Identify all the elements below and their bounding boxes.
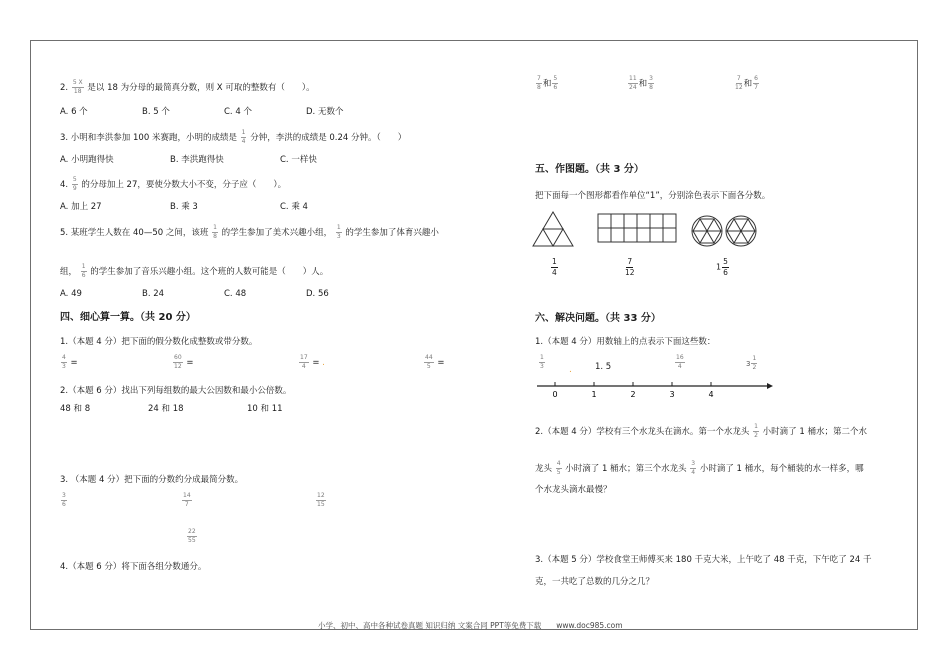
option-c[interactable]: C. 48	[224, 289, 247, 299]
question-text: 是以 18 为分母的最简真分数，则 X 可取的整数有（ ）。	[87, 83, 315, 93]
option-c[interactable]: C. 4 个	[224, 107, 252, 117]
number-to-plot: 1. 5	[595, 362, 612, 372]
option-c[interactable]: C. 一样快	[280, 155, 317, 165]
reduce-fraction-item: $\frac{14}{7}$	[183, 492, 191, 508]
option-b[interactable]: B. 5 个	[142, 107, 170, 117]
tick-label: 1	[591, 390, 597, 399]
option-d[interactable]: D. 56	[306, 289, 329, 299]
improper-fraction-item: $\frac{17}{4}$ = .	[300, 354, 325, 370]
section-5-instruction: 把下面每一个图形都看作单位“1”，分别涂色表示下面各分数。	[535, 191, 771, 201]
fraction-pair: $\frac{7}{8}$ 和 $\frac{5}{6}$	[537, 75, 558, 91]
option-b[interactable]: B. 李洪跑得快	[170, 155, 224, 165]
tick-label: 4	[708, 390, 714, 399]
number-to-plot: $\frac{1}{3}$	[540, 354, 544, 370]
section-5-title: 五、作图题。（共 3 分）	[535, 164, 644, 175]
s4-question-4: 4.（本题 6 分）将下面各组分数通分。	[60, 562, 207, 572]
question-3: 3. 小明和李洪参加 100 米赛跑，小明的成绩是 $\frac{1}{4}$ 分钟，李洪的成绩是 0.24 分钟。（ ）	[60, 129, 407, 145]
number-line[interactable]	[535, 380, 775, 402]
fraction-pair: $\frac{7}{12}$ 和 $\frac{6}{7}$	[735, 75, 758, 91]
improper-fraction-item: $\frac{4}{3}$ =	[62, 354, 78, 370]
fraction-label: $\frac{7}{12}$	[625, 257, 635, 277]
fraction: $\frac{1}{4}$	[241, 129, 246, 145]
question-2	[60, 80, 315, 95]
tick-label: 2	[630, 390, 636, 399]
option-b[interactable]: B. 乘 3	[170, 202, 198, 212]
number-to-plot: 3 $\frac{1}{2}$	[746, 355, 757, 371]
number-pair: 10 和 11	[247, 404, 283, 414]
reduce-fraction-item: $\frac{22}{55}$	[188, 528, 196, 544]
number-pair: 48 和 8	[60, 404, 91, 414]
number-to-plot: $\frac{16}{4}$	[676, 354, 684, 370]
s6-question-3-line-1: 3.（本题 5 分）学校食堂王师傅买来 180 千克大米，上午吃了 48 千克，下午吃了 24 千	[535, 555, 872, 565]
improper-fraction-item: $\frac{44}{5}$ =	[425, 354, 445, 370]
s6-question-2-line-3: 个水龙头滴水最慢？	[535, 485, 612, 495]
question-number: 2.	[60, 83, 69, 93]
s6-question-1: 1.（本题 4 分）用数轴上的点表示下面这些数：	[535, 337, 716, 347]
s4-question-1: 1.（本题 4 分）把下面的假分数化成整数或带分数。	[60, 337, 258, 347]
s6-question-2-line-1: 2.（本题 4 分）学校有三个水龙头在滴水。第一个水龙头 $\frac{1}{2}$ 小时滴了 1 桶水；第二个水	[535, 423, 867, 439]
page-border	[30, 40, 918, 630]
number-pair: 24 和 18	[148, 404, 184, 414]
improper-fraction-item: $\frac{60}{12}$ =	[174, 354, 194, 370]
mixed-number-label: 1 $\frac{5}{6}$	[716, 257, 728, 277]
reduce-fraction-item: $\frac{3}{6}$	[62, 492, 66, 508]
option-c[interactable]: C. 乘 4	[280, 202, 308, 212]
option-a[interactable]: A. 49	[60, 289, 82, 299]
section-6-title: 六、解决问题。（共 33 分）	[535, 313, 661, 324]
s4-question-2: 2.（本题 6 分）找出下列每组数的最大公因数和最小公倍数。	[60, 386, 292, 396]
fraction: $\frac{1}{6}$	[81, 263, 86, 279]
footer-text: 小学、初中、高中各种试卷真题 知识归纳 文案合同 PPT等免费下载 www.doc985.com	[318, 621, 623, 630]
tick-label: 0	[552, 390, 558, 399]
option-b[interactable]: B. 24	[142, 289, 165, 299]
reduce-fraction-item: $\frac{12}{15}$	[317, 492, 325, 508]
option-a[interactable]: A. 小明跑得快	[60, 155, 114, 165]
tick-label: 3	[669, 390, 675, 399]
dot-mark: .	[322, 358, 325, 368]
s6-question-3-line-2: 克，一共吃了总数的几分之几？	[535, 577, 655, 587]
s6-question-2-line-2: 龙头 $\frac{4}{5}$ 小时滴了 1 桶水；第三个水龙头 $\frac{3}{4}$ 小时滴了 1 桶水，每个桶装的水一样多，哪	[535, 460, 864, 476]
fraction-pair: $\frac{11}{24}$ 和 $\frac{3}{8}$	[629, 75, 653, 91]
option-a[interactable]: A. 6 个	[60, 107, 88, 117]
rectangle-grid-figure[interactable]	[596, 212, 680, 246]
fraction-label: $\frac{1}{4}$	[552, 257, 557, 277]
triangle-figure[interactable]	[530, 210, 590, 250]
option-d[interactable]: D. 无数个	[306, 107, 344, 117]
hexagon-figure[interactable]	[690, 214, 760, 248]
question-5-line-2: 组， $\frac{1}{6}$ 的学生参加了音乐兴趣小组。这个班的人数可能是（ ）人。	[60, 263, 329, 279]
dot-mark: .	[569, 365, 572, 375]
fraction: $\frac{5}{9}$	[72, 176, 77, 192]
fraction: $\frac{1}{8}$	[213, 224, 217, 240]
s4-question-3: 3. （本题 4 分）把下面的分数约分成最简分数。	[60, 475, 244, 485]
fraction: $\frac{1}{3}$	[336, 224, 341, 240]
option-a[interactable]: A. 加上 27	[60, 202, 102, 212]
question-5-line-1: 5. 某班学生人数在 40—50 之间，该班 $\frac{1}{8}$ 的学生参加了美术兴趣小组， $\frac{1}{3}$ 的学生参加了体育兴趣小	[60, 224, 439, 240]
question-4: 4. $\frac{5}{9}$ 的分母加上 27，要使分数大小不变，分子应（ ）。	[60, 176, 287, 192]
fraction: $\frac{5 X}{18}$	[72, 79, 83, 95]
section-4-title: 四、细心算一算。（共 20 分）	[60, 312, 196, 323]
